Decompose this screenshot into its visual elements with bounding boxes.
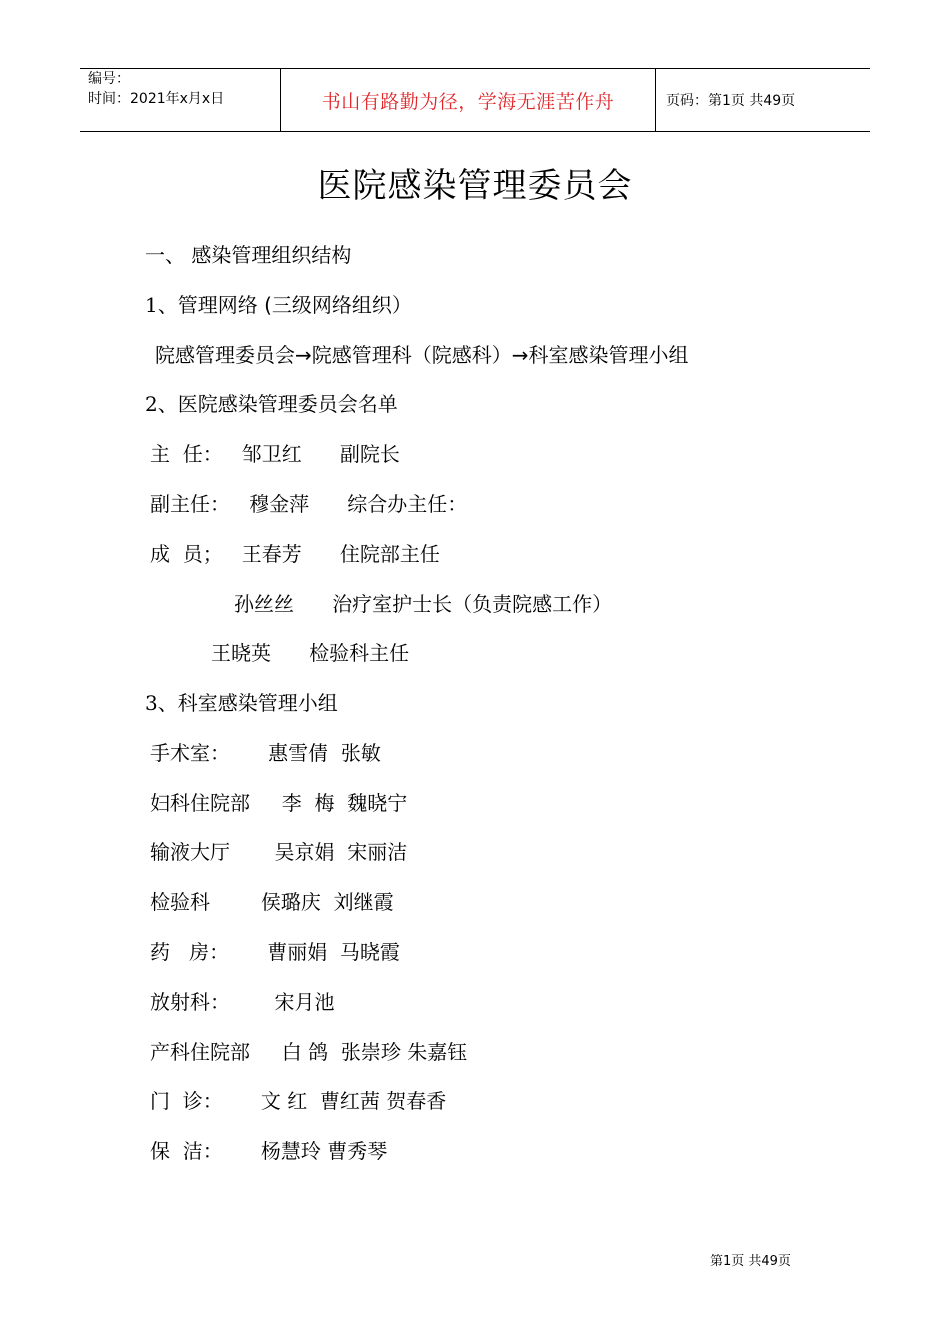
- section-heading: 一、 感染管理组织结构: [145, 243, 352, 267]
- item1-heading: [145, 293, 412, 317]
- item1-number: 1: [145, 293, 158, 317]
- header-middle-cell: [280, 69, 656, 131]
- item2-text: 、医院感染管理委员会名单: [157, 392, 398, 416]
- header-right-cell: [656, 69, 870, 131]
- item3-text: 、科室感染管理小组: [157, 691, 338, 715]
- department-row: 妇科住院部 李 梅 魏晓宁: [150, 791, 408, 815]
- committee-row: 孙丝丝 治疗室护士长（负责院感工作）: [234, 592, 613, 616]
- department-row: 手术室： 惠雪倩 张敏: [150, 741, 381, 765]
- item1-text: 、管理网络 (三级网络组织）: [157, 293, 412, 317]
- item2-number: 2: [145, 392, 158, 416]
- item2-heading: [145, 392, 398, 416]
- committee-row: 主 任： 邹卫红 副院长: [150, 442, 400, 466]
- serial-label: 编号：: [88, 71, 130, 87]
- department-row: 药 房： 曹丽娟 马晓霞: [150, 940, 400, 964]
- committee-row: 王晓英 检验科主任: [211, 641, 410, 665]
- department-row: 检验科 侯璐庆 刘继霞: [150, 890, 394, 914]
- department-row: 门 诊： 文 红 曹红茜 贺春香: [150, 1089, 447, 1113]
- department-row: 输液大厅 吴京娟 宋丽洁: [150, 840, 408, 864]
- page-header: [80, 68, 870, 132]
- header-left-cell: [80, 69, 280, 131]
- header-page-info: 页码：第1页 共49页: [666, 93, 796, 109]
- footer-page-info: 第1页 共49页: [710, 1254, 791, 1269]
- item3-number: 3: [145, 691, 158, 715]
- department-row: 保 洁： 杨慧玲 曹秀琴: [150, 1139, 388, 1163]
- motto-text: 书山有路勤为径，学海无涯苦作舟: [321, 90, 615, 113]
- management-flow: 院感管理委员会→院感管理科（院感科）→科室感染管理小组: [155, 343, 689, 367]
- committee-row: 成 员； 王春芳 住院部主任: [150, 542, 440, 566]
- item3-heading: [145, 691, 338, 715]
- committee-row: 副主任： 穆金萍 综合办主任：: [150, 492, 468, 516]
- document-title: 医院感染管理委员会: [317, 166, 633, 206]
- department-row: 产科住院部 白 鸽 张崇珍 朱嘉钰: [150, 1040, 468, 1064]
- time-label: 时间：2021年x月x日: [88, 91, 225, 107]
- department-row: 放射科： 宋月池: [150, 990, 335, 1014]
